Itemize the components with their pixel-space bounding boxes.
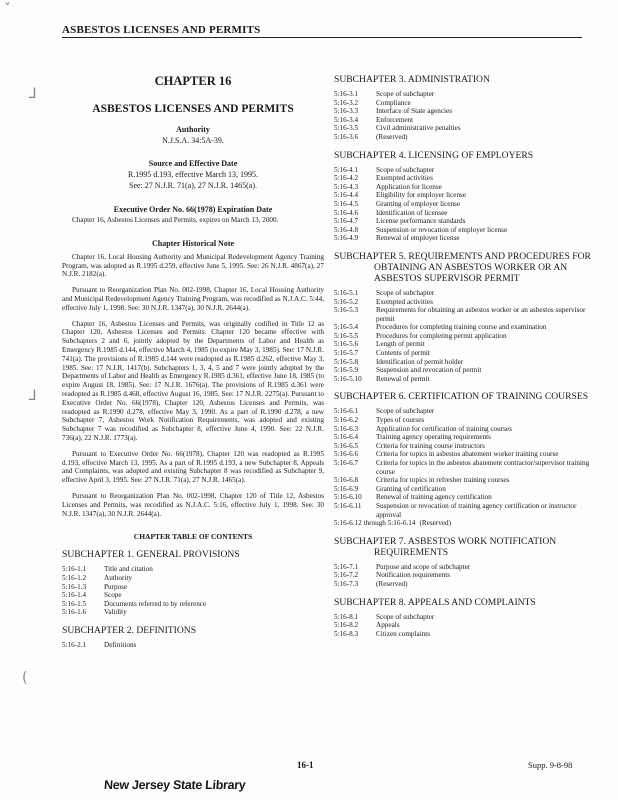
section-title: (Reserved) [419, 519, 451, 528]
section-title: Exempted activities [376, 297, 433, 306]
section-title: (Reserved) [376, 132, 408, 141]
punch-mark: ( [22, 670, 28, 686]
toc-entry [334, 234, 592, 243]
toc-entry [334, 630, 592, 639]
toc-entry [334, 191, 592, 200]
subchapter-title: SUBCHAPTER 2. DEFINITIONS [62, 624, 197, 636]
right-column [334, 74, 596, 646]
section-title: Training agency operating requirements [376, 433, 491, 442]
toc-entry [62, 574, 320, 583]
toc-entry [334, 416, 592, 425]
toc-entry [334, 502, 592, 519]
toc-entry [62, 600, 320, 609]
toc-entry [334, 323, 592, 332]
subchapter-title: SUBCHAPTER 1. GENERAL PROVISIONS [62, 549, 240, 561]
section-number: 5:16-6.3 [334, 424, 359, 433]
toc-entry [334, 621, 592, 630]
section-number: 5:16-1.2 [62, 573, 87, 582]
historical-note-heading: Chapter Historical Note [151, 238, 235, 248]
toc-table [62, 641, 320, 650]
section-number: 5:16-6.4 [334, 433, 359, 442]
toc-entry [334, 298, 592, 307]
toc-entry [334, 107, 592, 116]
exec-order-text: Chapter 16, Asbestos Licenses and Permits, expires on March 13, 2000. [72, 216, 279, 224]
section-title: Suspension or revocation of employer license [376, 225, 508, 234]
section-number: 5:16-3.2 [334, 98, 359, 107]
toc-entry [334, 200, 592, 209]
section-number: 5:16-4.8 [334, 225, 359, 234]
section-number: 5:16-6.12 through 5:16-6.14 [334, 519, 416, 528]
toc-entry [334, 183, 592, 192]
historical-paragraph: Chapter 16, Asbestos Licenses and Permits, was originally codified in Title 12 as Chapter 120, Asbestos Licenses and Permits. Chapter 120 became effective with Subchapters 2 and 6, jointly adopted by the Departments of Labor and Health as Emergency R.1985 d.144, effective March 4, 1985 (to expire May 3, 1985). See: 17 N.J.R. 741(a). The provisions of R.1985 d.144 were readopted as R.1985 d.262, effective May 3, 1985. See: 17 N.J.R. 1417(b). Subchapters 1, 3, 4, 5 and 7 were jointly adopted by the Departments of Labor and Health as Emergency R.1985 d.361, effective June 18, 1985 (to expire August 18, 1985). See: 17 N.J.R. 1676(a). The provisions of R.1985 d.361 were readopted as R.1985 d.468, effective August 16, 1985. See: 17 N.J.R. 2275(a). Pursuant to Executive Order No. 66(1978), Chapter 120, Asbestos Licenses and Permits, was readopted as R.1990 d.278, effective May 3, 1990. As a part of R.1990 d.278, a new Subchapter 7, Asbestos Work Notification Requirements, was adopted and existing Subchapter 7 was recodified as Subchapter 8, effective June 4, 1990. See: 22 N.J.R. 736(a), 22 N.J.R. 1773(a). [62, 319, 324, 442]
library-stamp: New Jersey State Library [103, 778, 246, 792]
toc-table [334, 563, 592, 589]
section-title: Renewal of training agency certification [376, 493, 492, 502]
section-number: 5:16-1.5 [62, 599, 87, 608]
section-title: Suspension or revocation of training agency certification or instructor approval [376, 501, 577, 519]
toc-entry [334, 358, 592, 367]
subchapter-block [62, 625, 324, 650]
section-title: Exempted activities [376, 174, 433, 183]
toc-entry [334, 217, 592, 226]
section-title: Interface of State agencies [376, 107, 453, 116]
section-number: 5:16-6.9 [334, 484, 359, 493]
section-title: Scope [104, 591, 122, 600]
section-title: Documents referred to by reference [104, 599, 207, 608]
section-number: 5:16-6.7 [334, 459, 359, 467]
source-heading: Source and Effective Date [148, 159, 238, 168]
section-number: 5:16-5.6 [334, 340, 359, 349]
historical-paragraph: Pursuant to Executive Order No. 66(1978), Chapter 120 was readopted as R.1995 d.193, effective March 13, 1995. As a part of R.1995 d.193, a new Subchapter 8, Appeals and Complaints, was adopted and existing Subchapter 8 was recodified as Subchapter 9, effective April 3, 1995. See: 27 N.J.R. 71(a), 27 N.J.R. 1465(a). [62, 449, 324, 485]
section-number: 5:16-2.1 [62, 640, 87, 649]
toc-entry [334, 116, 592, 125]
subchapter-block [334, 391, 596, 527]
section-number: 5:16-7.2 [334, 571, 359, 580]
toc-table [334, 407, 592, 527]
toc-heading: CHAPTER TABLE OF CONTENTS [133, 532, 253, 542]
toc-entry [334, 133, 592, 142]
section-number: 5:16-5.9 [334, 366, 359, 375]
section-number: 5:16-3.5 [334, 124, 359, 133]
subchapter-block [334, 597, 596, 639]
punch-mark: ᒧ [28, 86, 37, 102]
toc-entry [334, 613, 592, 622]
section-title: Civil administrative penalties [376, 124, 461, 133]
section-title: Scope of subchapter [376, 407, 435, 416]
section-title: Criteria for topics in asbestos abatement worker training course [376, 450, 559, 459]
toc-entry [334, 226, 592, 235]
section-title: Renewal of employer license [376, 234, 460, 243]
section-number: 5:16-3.6 [334, 132, 359, 141]
historical-paragraph: Chapter 16, Local Housing Authority and Municipal Redevelopment Agency Training Program, was adopted as R.1995 d.259, effective June 5, 1995. See: 26 N.J.R. 4867(a), 27 N.J.R. 2182(a). [62, 252, 324, 279]
section-title: Procedures for completing training course and examination [376, 323, 547, 332]
section-title: Contents of permit [376, 349, 430, 358]
section-number: 5:16-1.1 [62, 565, 87, 574]
section-number: 5:16-4.6 [334, 208, 359, 217]
section-title: Identification of permit holder [376, 357, 464, 366]
section-title: Renewal of permit [376, 374, 430, 383]
section-title: (Reserved) [376, 579, 408, 588]
section-title: Identification of licensee [376, 208, 448, 217]
right-toc [334, 74, 596, 638]
section-number: 5:16-4.5 [334, 199, 359, 208]
toc-entry [334, 493, 592, 502]
toc-entry [334, 289, 592, 298]
section-number: 5:16-5.4 [334, 323, 359, 332]
authority-text: N.J.S.A. 34:5A-39. [162, 136, 224, 145]
section-number: 5:16-4.1 [334, 165, 359, 174]
source-line: R.1995 d.193, effective March 13, 1995. [127, 170, 259, 179]
section-title: Appeals [376, 621, 400, 630]
section-title: Granting of employer license [376, 199, 461, 208]
section-title: Application for license [376, 182, 442, 191]
toc-entry [334, 349, 592, 358]
subchapter-block [334, 150, 596, 243]
subchapter-block [334, 251, 596, 384]
section-title: Length of permit [376, 340, 425, 349]
exec-order-heading: Executive Order No. 66(1978) Expiration Date [113, 205, 273, 214]
toc-table [334, 166, 592, 243]
left-toc [62, 549, 324, 649]
toc-entry [334, 442, 592, 451]
section-number: 5:16-5.10 [334, 374, 362, 383]
toc-entry [334, 580, 592, 589]
toc-entry-combined [334, 519, 592, 528]
toc-entry [334, 476, 592, 485]
subchapter-title: SUBCHAPTER 7. ASBESTOS WORK NOTIFICATION REQUIREMENTS [334, 535, 557, 558]
toc-entry [334, 166, 592, 175]
section-number: 5:16-4.4 [334, 191, 359, 200]
toc-entry [334, 485, 592, 494]
subchapter-block [334, 74, 596, 142]
section-title: Purpose [104, 582, 128, 591]
section-number: 5:16-3.1 [334, 90, 359, 98]
section-number: 5:16-8.2 [334, 621, 359, 630]
toc-entry [334, 459, 592, 476]
section-number: 5:16-3.3 [334, 107, 359, 116]
chapter-number: CHAPTER 16 [154, 74, 232, 88]
section-title: Notification requirements [376, 571, 451, 580]
section-number: 5:16-6.8 [334, 476, 359, 485]
toc-entry [334, 366, 592, 375]
subchapter-block [62, 549, 324, 617]
section-number: 5:16-6.10 [334, 493, 362, 502]
section-title: Authority [104, 573, 132, 582]
section-number: 5:16-7.1 [334, 562, 359, 571]
toc-entry [334, 124, 592, 133]
source-line: See: 27 N.J.R. 71(a), 27 N.J.R. 1465(a). [129, 180, 257, 190]
toc-table [334, 289, 592, 384]
section-number: 5:16-7.3 [334, 579, 359, 588]
authority-heading: Authority [176, 125, 210, 134]
subchapter-title: SUBCHAPTER 4. LICENSING OF EMPLOYERS [334, 149, 534, 161]
subchapter-title: SUBCHAPTER 8. APPEALS AND COMPLAINTS [334, 596, 536, 608]
section-title: Application for certification of training courses [376, 424, 512, 433]
toc-entry [62, 591, 320, 600]
section-title: Citizen complaints [376, 629, 431, 638]
supplement-date: Supp. 9-8-98 [528, 760, 573, 770]
section-title: Procedures for completing permit application [376, 331, 507, 340]
toc-entry [334, 90, 592, 99]
subchapter-title: SUBCHAPTER 6. CERTIFICATION OF TRAINING COURSES [334, 391, 589, 403]
section-number: 5:16-5.5 [334, 331, 359, 340]
toc-entry [334, 306, 592, 323]
section-number: 5:16-1.3 [62, 582, 87, 591]
toc-entry [334, 340, 592, 349]
section-title: Suspension and revocation of permit [376, 366, 482, 375]
section-number: 5:16-4.7 [334, 217, 359, 226]
section-title: Enforcement [376, 115, 414, 124]
section-title: License performance standards [376, 217, 466, 226]
historical-paragraph: Pursuant to Reorganization Plan No. 002-1998, Chapter 16, Local Housing Authority and Municipal Redevelopment Agency Training Program, was recodified as N.J.A.C. 5:44, effective July 1, 1998. See: 30 N.J.R. 1347(a), 30 N.J.R. 2644(a). [62, 286, 324, 312]
section-title: Purpose and scope of subchapter [376, 562, 471, 571]
toc-entry [334, 571, 592, 580]
section-number: 5:16-5.8 [334, 357, 359, 366]
toc-entry [62, 641, 320, 650]
subchapter-title: SUBCHAPTER 5. REQUIREMENTS AND PROCEDURES FOR OBTAINING AN ASBESTOS WORKER OR AN ASBESTOS SUPERVISOR PERMIT [334, 250, 591, 284]
section-number: 5:16-6.6 [334, 450, 359, 459]
toc-table [334, 613, 592, 639]
toc-entry [334, 174, 592, 183]
section-title: Criteria for topics in refresher training courses [376, 476, 510, 485]
section-number: 5:16-1.6 [62, 608, 87, 617]
section-title: Scope of subchapter [376, 165, 435, 174]
section-number: 5:16-8.3 [334, 629, 359, 638]
toc-entry [334, 425, 592, 434]
section-number: 5:16-5.3 [334, 306, 359, 315]
toc-entry [62, 608, 320, 617]
section-number: 5:16-6.1 [334, 407, 359, 416]
toc-entry [334, 407, 592, 416]
section-title: Validity [104, 608, 127, 617]
toc-entry [334, 433, 592, 442]
section-number: 5:16-6.2 [334, 416, 359, 425]
section-number: 5:16-1.4 [62, 591, 87, 600]
left-column [62, 74, 324, 657]
historical-paragraph: Pursuant to Reorganization Plan No. 002-1998, Chapter 120 of Title 12, Asbestos Licenses and Permits, was recodified as N.J.A.C. 5:16, effective July 1, 1998. See: 30 N.J.R. 1347(a), 30 N.J.R. 2644(a). [62, 491, 324, 518]
running-header: ASBESTOS LICENSES AND PERMITS [62, 24, 582, 38]
toc-entry [334, 450, 592, 459]
section-title: Eligibility for employer license [376, 191, 467, 200]
section-title: Scope of subchapter [376, 288, 435, 297]
section-title: Scope of subchapter [376, 612, 435, 621]
section-number: 5:16-5.1 [334, 288, 359, 297]
toc-table [62, 565, 320, 617]
toc-entry [334, 519, 592, 528]
toc-entry [334, 209, 592, 218]
toc-entry [334, 332, 592, 341]
section-title: Granting of certification [376, 484, 446, 493]
page-number: 16-1 [297, 760, 314, 770]
section-number: 5:16-4.2 [334, 174, 359, 183]
punch-mark: ˇ [4, 2, 11, 18]
section-title: Criteria for topics in the asbestos abatement contractor/supervisor training course [376, 459, 590, 476]
section-title: Requirements for obtaining an asbestos worker or an asbestos supervisor permit [376, 306, 586, 323]
section-number: 5:16-5.7 [334, 349, 359, 358]
section-number: 5:16-3.4 [334, 115, 359, 124]
toc-entry [334, 375, 592, 384]
section-title: Definitions [104, 640, 137, 649]
section-number: 5:16-5.2 [334, 297, 359, 306]
subchapter-title: SUBCHAPTER 3. ADMINISTRATION [334, 74, 490, 85]
toc-entry [334, 563, 592, 572]
punch-mark: ᒧ [28, 388, 37, 404]
source-text [62, 170, 324, 191]
chapter-title: ASBESTOS LICENSES AND PERMITS [92, 103, 294, 115]
section-number: 5:16-8.1 [334, 612, 359, 621]
toc-table [334, 90, 592, 142]
section-number: 5:16-4.9 [334, 234, 359, 243]
section-title: Title and citation [104, 565, 153, 574]
section-number: 5:16-6.11 [334, 501, 362, 510]
subchapter-block [334, 536, 596, 589]
section-number: 5:16-6.5 [334, 441, 359, 450]
toc-entry [334, 99, 592, 108]
toc-entry [62, 583, 320, 592]
section-title: Compliance [376, 98, 411, 107]
section-number: 5:16-4.3 [334, 182, 359, 191]
section-title: Criteria for training course instructors [376, 441, 485, 450]
section-title: Types of courses [376, 416, 425, 425]
toc-entry [62, 565, 320, 574]
section-title: Scope of subchapter [376, 90, 435, 98]
